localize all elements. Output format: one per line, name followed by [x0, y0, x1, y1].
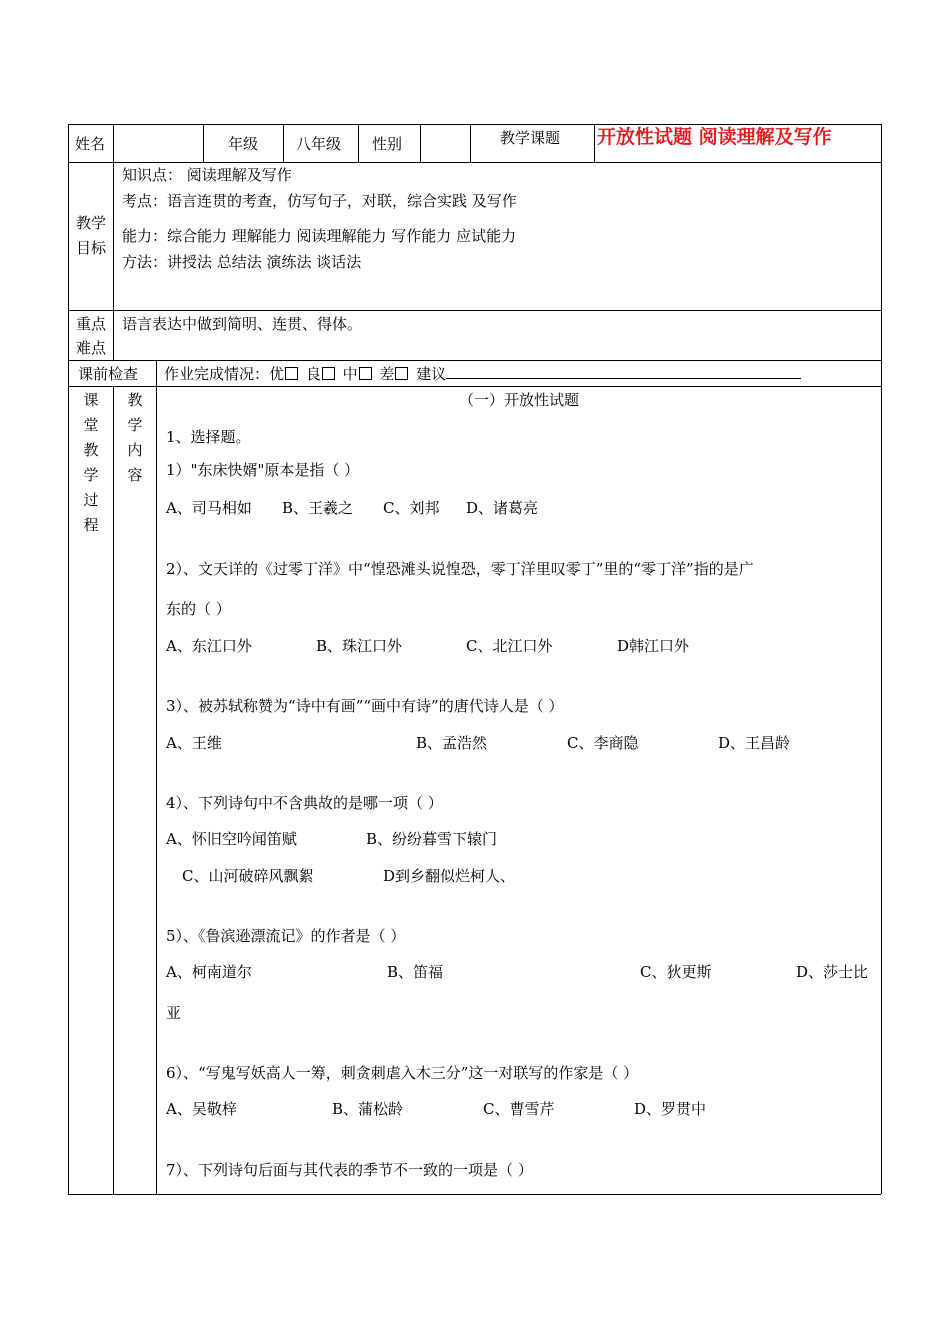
row-divider-header — [68, 162, 881, 163]
q4-option-b: B、纷纷暮雪下辕门 — [366, 830, 498, 848]
col-divider — [594, 124, 595, 162]
goal-abilities: 能力：综合能力 理解能力 阅读理解能力 写作能力 应试能力 — [122, 227, 517, 245]
col-divider — [113, 386, 114, 1194]
q4-stem: 4）、下列诗句中不含典故的是哪一项（ ） — [166, 794, 443, 812]
q3-option-d: D、王昌龄 — [718, 734, 791, 752]
q5-option-d: D、莎士比 — [796, 963, 869, 981]
col-divider — [420, 124, 421, 162]
q5-option-d-wrap: 亚 — [166, 1004, 182, 1022]
q3-stem: 3）、被苏轼称赞为“诗中有画”“画中有诗”的唐代诗人是（ ） — [166, 697, 564, 715]
process-char: 过 — [83, 491, 99, 509]
q4-option-c: C、山河破碎风飘絮 — [182, 867, 314, 885]
col-divider — [156, 386, 157, 1194]
q4-option-d: D到乡翻似烂柯人、 — [383, 867, 516, 885]
grade-value: 八年级 — [296, 135, 342, 153]
name-label: 姓名 — [75, 135, 106, 153]
col-divider — [358, 124, 359, 162]
row-divider-goals — [68, 310, 881, 311]
option-poor: 差 — [379, 365, 395, 383]
col-divider — [113, 124, 114, 162]
content-char: 容 — [127, 466, 143, 484]
process-label — [81, 390, 101, 540]
process-char: 程 — [83, 516, 99, 534]
topic-title: 开放性试题 阅读理解及写作 — [597, 126, 832, 148]
q1-option-b: B、王羲之 — [282, 499, 354, 517]
q1-option-c: C、刘邦 — [383, 499, 440, 517]
q6-option-d: D、罗贯中 — [634, 1100, 707, 1118]
suggest-label: 建议 — [416, 365, 447, 383]
q6-stem: 6）、“写鬼写妖高人一筹，刺贪刺虐入木三分”这一对联写的作家是（ ） — [166, 1064, 639, 1082]
table-border-right — [881, 124, 882, 1194]
q5-option-a: A、柯南道尔 — [166, 963, 252, 981]
q1-option-a: A、司马相如 — [166, 499, 252, 517]
q3-option-b: B、孟浩然 — [416, 734, 488, 752]
process-char: 课 — [83, 391, 99, 409]
col-divider — [113, 162, 114, 360]
q2-option-a: A、东江口外 — [166, 637, 252, 655]
q6-option-c: C、曹雪芹 — [483, 1100, 555, 1118]
q2-option-b: B、珠江口外 — [316, 637, 403, 655]
process-char: 学 — [83, 466, 99, 484]
row-divider-precheck — [68, 386, 881, 387]
content-char: 学 — [127, 416, 143, 434]
keypoints-text: 语言表达中做到简明、连贯、得体。 — [122, 315, 363, 333]
process-char: 教 — [83, 441, 99, 459]
content-label — [125, 390, 145, 490]
q3-option-c: C、李商隐 — [567, 734, 639, 752]
grade-label: 年级 — [228, 135, 259, 153]
goal-exam-points: 考点：语言连贯的考查，仿写句子，对联，综合实践 及写作 — [122, 192, 517, 210]
q6-option-b: B、蒲松龄 — [332, 1100, 404, 1118]
q2-stem-line2: 东的（ ） — [166, 600, 231, 618]
option-good: 良 — [305, 365, 321, 383]
table-border-left — [68, 124, 69, 1194]
content-char: 内 — [127, 441, 143, 459]
section-title: （一）开放性试题 — [459, 391, 580, 409]
topic-label: 教学课题 — [500, 129, 561, 147]
q2-option-d: D韩江口外 — [617, 637, 690, 655]
goal-knowledge: 知识点： 阅读理解及写作 — [122, 166, 292, 184]
goal-methods: 方法：讲授法 总结法 演练法 谈话法 — [122, 253, 362, 271]
col-divider — [283, 124, 284, 162]
q4-option-a: A、怀旧空吟闻笛赋 — [166, 830, 297, 848]
q1-option-d: D、诸葛亮 — [466, 499, 539, 517]
option-excellent: 优 — [269, 365, 285, 383]
checkbox-average[interactable] — [359, 367, 372, 380]
q2-stem-line1: 2）、文天详的《过零丁洋》中“惶恐滩头说惶恐，零丁洋里叹零丁”里的“零丁洋”指的是广 — [166, 560, 754, 578]
gender-label: 性别 — [372, 135, 403, 153]
homework-status — [164, 364, 801, 384]
question-intro: 1、选择题。 — [166, 428, 251, 446]
col-divider — [470, 124, 471, 162]
q3-option-a: A、王维 — [166, 734, 222, 752]
keypoints-label-1: 重点 — [76, 315, 107, 333]
row-divider-keypoints — [68, 360, 881, 361]
q5-stem: 5）、《鲁滨逊漂流记》的作者是（ ） — [166, 927, 406, 945]
q1-stem: 1）"东床快婿"原本是指（ ） — [166, 461, 360, 479]
checkbox-good[interactable] — [322, 367, 335, 380]
checkbox-poor[interactable] — [395, 367, 408, 380]
q2-option-c: C、北江口外 — [466, 637, 553, 655]
option-average: 中 — [342, 365, 358, 383]
col-divider — [156, 360, 157, 386]
table-border-top — [68, 124, 881, 125]
content-char: 教 — [127, 391, 143, 409]
goals-label-2: 目标 — [76, 239, 107, 257]
col-divider — [203, 124, 204, 162]
q5-option-c: C、狄更斯 — [640, 963, 712, 981]
q6-option-a: A、吴敬梓 — [166, 1100, 237, 1118]
goals-label-1: 教学 — [76, 214, 107, 232]
keypoints-label-2: 难点 — [76, 339, 107, 357]
precheck-label: 课前检查 — [78, 365, 139, 383]
table-border-bottom — [68, 1194, 881, 1195]
homework-prefix: 作业完成情况： — [164, 365, 270, 383]
q7-stem: 7）、下列诗句后面与其代表的季节不一致的一项是（ ） — [166, 1161, 533, 1179]
suggest-blank[interactable] — [446, 364, 801, 379]
checkbox-excellent[interactable] — [285, 367, 298, 380]
q5-option-b: B、笛福 — [387, 963, 444, 981]
process-char: 堂 — [83, 416, 99, 434]
